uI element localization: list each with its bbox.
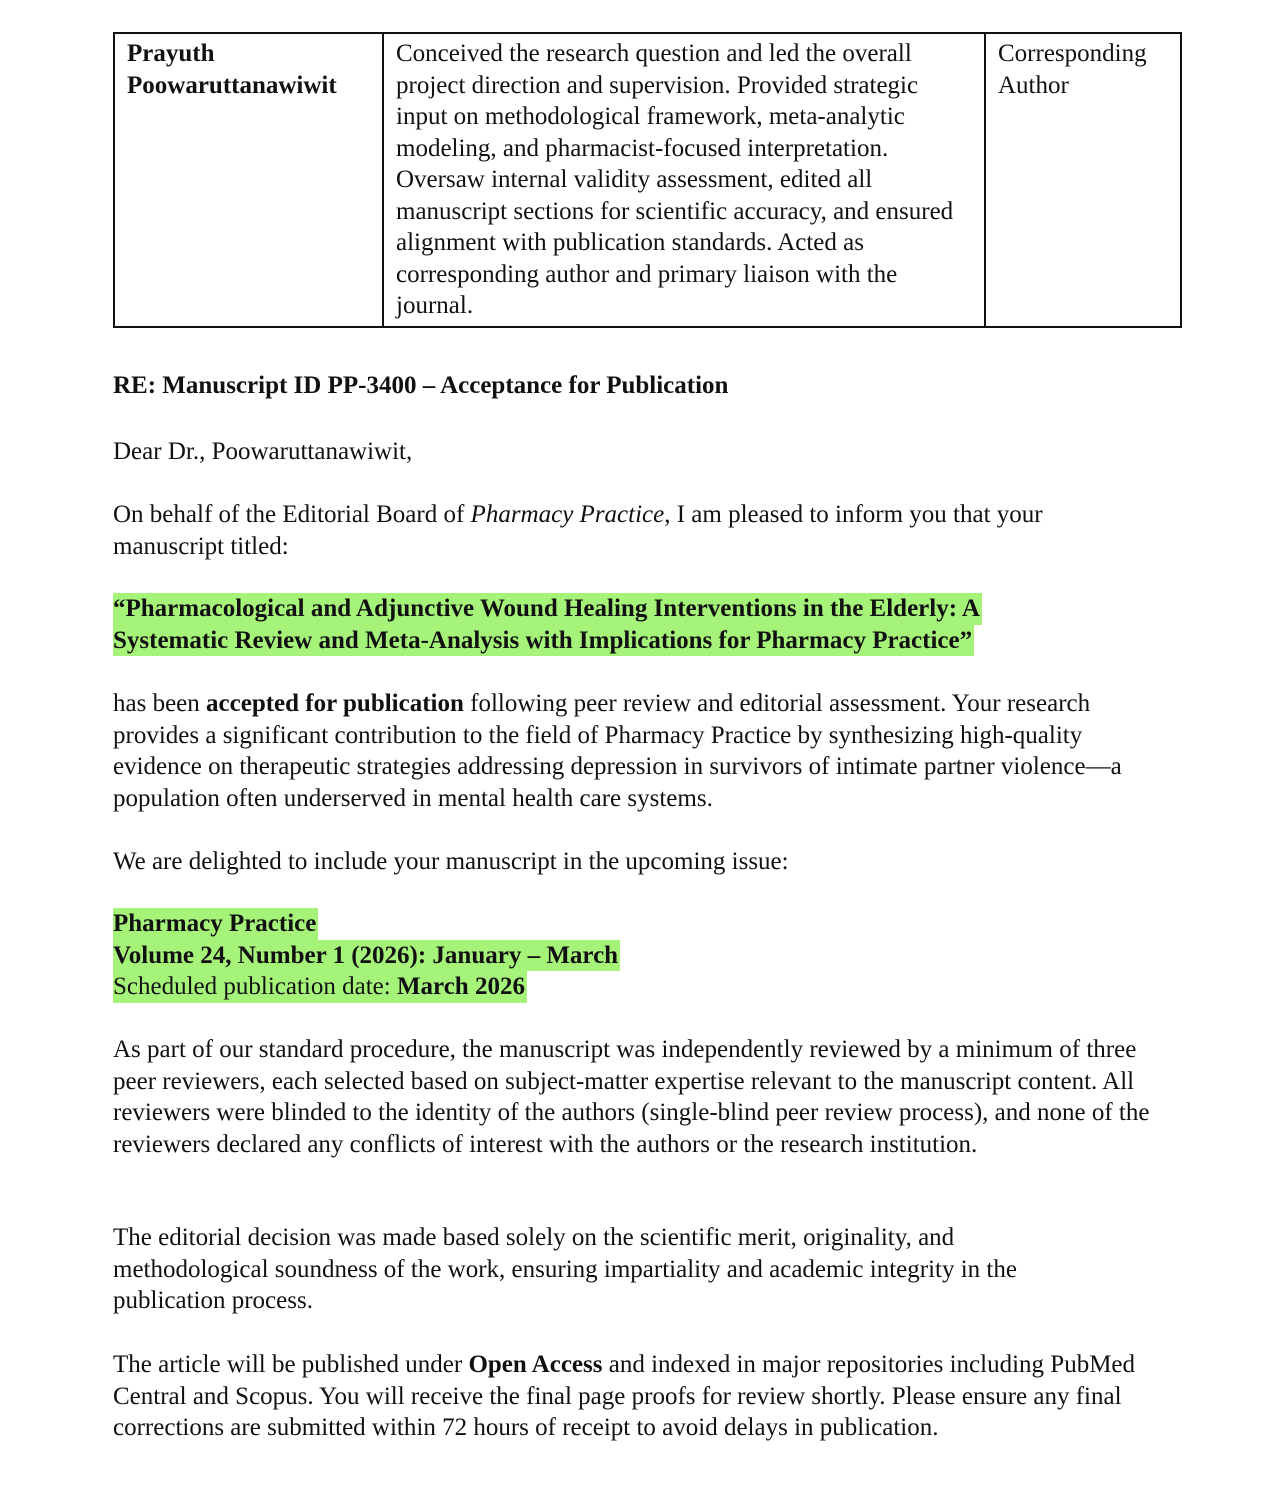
acceptance-bold: accepted for publication bbox=[206, 690, 464, 717]
access-suffix: and indexed in major repositories including PubMed Central and Scopus. You will receive the final page proofs for review shortly. Please ensure any final corrections are submitted within 72 hours of receipt to avoid delays in publication. bbox=[113, 1351, 1136, 1441]
author-name-cell bbox=[114, 33, 383, 327]
author-contribution-table bbox=[113, 32, 1182, 328]
table-row bbox=[114, 33, 1181, 327]
manuscript-title-line-1: “Pharmacological and Adjunctive Wound Healing Interventions in the Elderly: A bbox=[113, 593, 982, 625]
acceptance-suffix: following peer review and editorial assessment. Your research provides a significant contribution to the field of Pharmacy Practice by synthesizing high-quality evidence on therapeutic strategies addressing depression in survivors of intimate partner violence—a population often underserved in mental health care systems. bbox=[113, 690, 1122, 812]
intro-suffix: , I am pleased to inform you that your manuscript titled: bbox=[113, 501, 1043, 560]
issue-journal: Pharmacy Practice bbox=[113, 908, 318, 940]
issue-details bbox=[113, 908, 1183, 1003]
manuscript-title-line-2: Systematic Review and Meta-Analysis with Implications for Pharmacy Practice” bbox=[113, 625, 974, 657]
issue-date-label: Scheduled publication date: bbox=[113, 973, 397, 1000]
intro-paragraph bbox=[113, 499, 1143, 562]
letter-subject: RE: Manuscript ID PP-3400 – Acceptance for Publication bbox=[113, 372, 729, 399]
issue-intro: We are delighted to include your manuscript in the upcoming issue: bbox=[113, 848, 789, 875]
decision-paragraph: The editorial decision was made based solely on the scientific merit, originality, and methodological soundness of the work, ensuring impartiality and academic integrity in the publication process. bbox=[113, 1224, 1017, 1314]
issue-date-value: March 2026 bbox=[396, 973, 525, 1000]
acceptance-prefix: has been bbox=[113, 690, 207, 717]
author-last-name: Poowaruttanawiwit bbox=[127, 71, 337, 99]
acceptance-paragraph bbox=[113, 688, 1138, 814]
contribution-cell: Conceived the research question and led the overall project direction and supervision. Provided strategic input on methodological framework, meta-analytic modeling, and pharmacist-focused interpretation. Oversaw internal validity assessment, edited all manuscript sections for scientific accuracy, and ensured alignment with publication standards. Acted as corresponding author and primary liaison with the journal. bbox=[383, 33, 985, 327]
manuscript-title bbox=[113, 593, 1213, 656]
author-first-name: Prayuth bbox=[127, 40, 215, 67]
access-bold: Open Access bbox=[468, 1351, 603, 1378]
open-access-paragraph bbox=[113, 1349, 1153, 1444]
journal-name-italic: Pharmacy Practice bbox=[470, 501, 665, 528]
peer-review-paragraph: As part of our standard procedure, the manuscript was independently reviewed by a minimum of three peer reviewers, each selected based on subject-matter expertise relevant to the manuscript content. All reviewers were blinded to the identity of the authors (single-blind peer review process), and none of the reviewers declared any conflicts of interest with the authors or the research institution. bbox=[113, 1036, 1150, 1158]
intro-prefix: On behalf of the Editorial Board of bbox=[113, 501, 471, 528]
issue-date bbox=[113, 971, 527, 1003]
issue-volume: Volume 24, Number 1 (2026): January – March bbox=[113, 940, 620, 972]
salutation: Dear Dr., Poowaruttanawiwit, bbox=[113, 438, 413, 465]
role-cell: Corresponding Author bbox=[985, 33, 1181, 327]
access-prefix: The article will be published under bbox=[113, 1351, 469, 1378]
